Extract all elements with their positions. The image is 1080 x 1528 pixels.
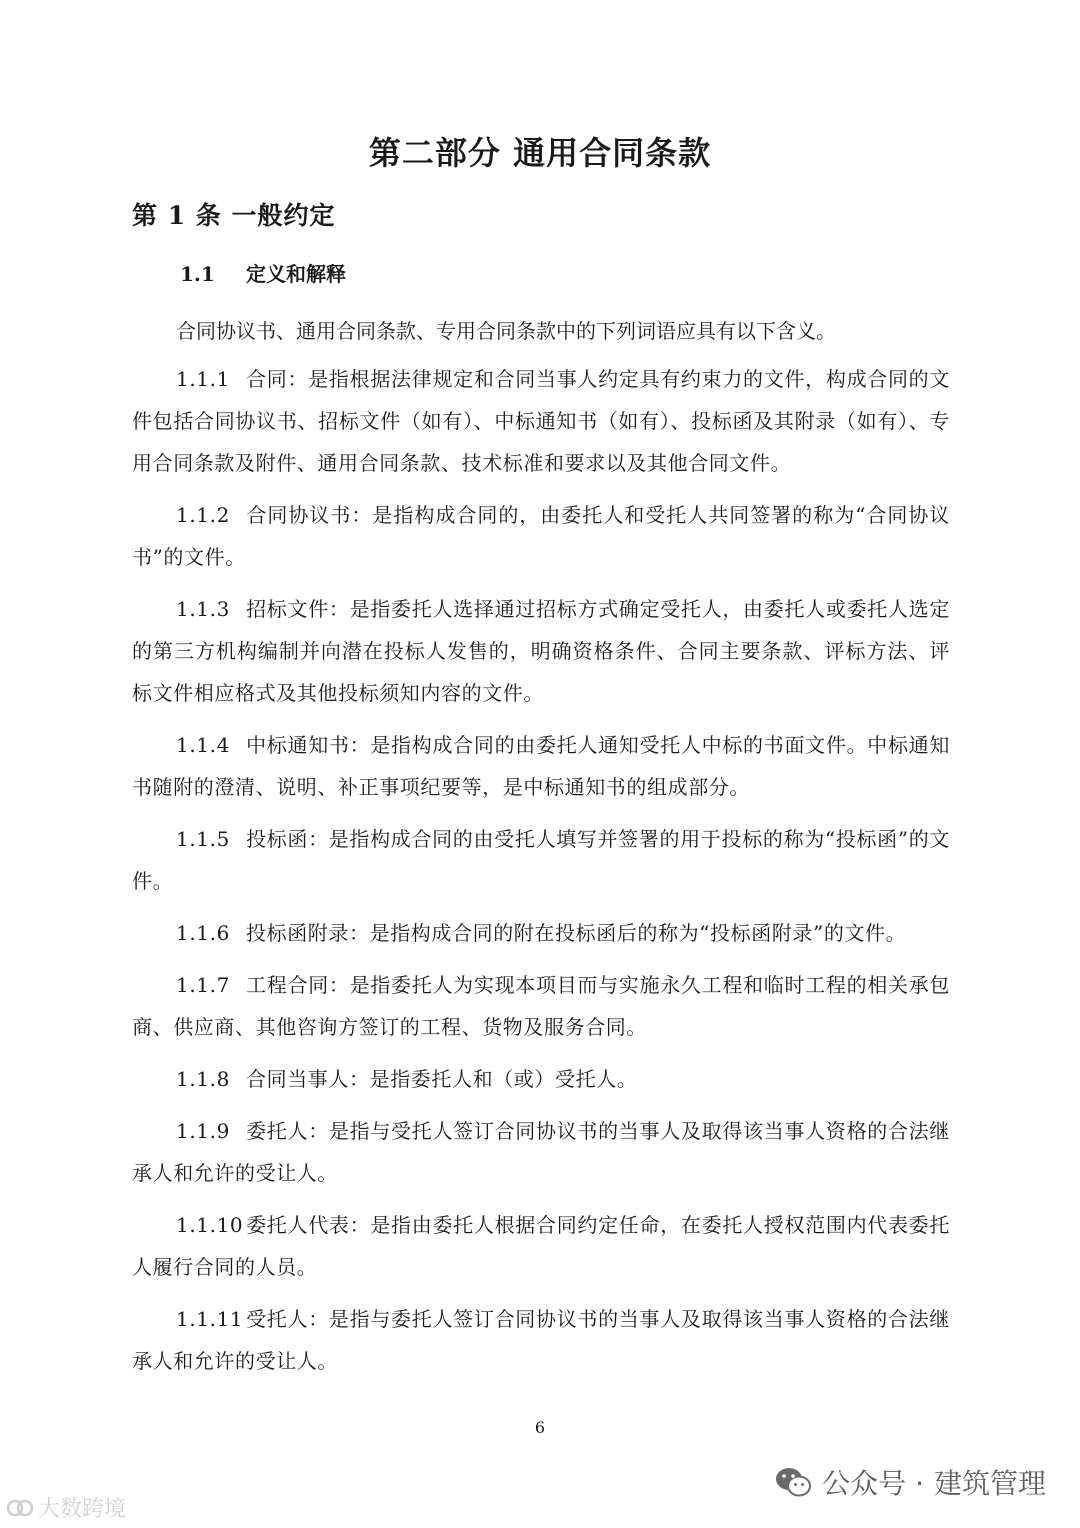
clause-number: 1.1.11	[176, 1307, 244, 1331]
watermark-right-name: 建筑管理	[933, 1467, 1046, 1500]
clause-1-1-3	[132, 588, 950, 714]
clause-1-1-1	[132, 358, 950, 484]
clause-1-1-5	[132, 818, 950, 902]
watermark-right	[774, 1462, 1046, 1502]
clause-text: 委托人代表：是指由委托人根据合同约定任命，在委托人授权范围内代表委托人履行合同的人员。	[132, 1213, 950, 1279]
clause-list	[132, 358, 950, 1392]
clause-1-1-4	[132, 724, 950, 808]
clause-text: 合同协议书：是指构成合同的，由委托人和受托人共同签署的称为“合同协议书”的文件。	[132, 503, 950, 569]
clause-text: 合同：是指根据法律规定和合同当事人约定具有约束力的文件，构成合同的文件包括合同协议书、招标文件（如有）、中标通知书（如有）、投标函及其附录（如有）、专用合同条款及附件、通用合同条款、技术标准和要求以及其他合同文件。	[132, 367, 950, 475]
clause-text: 投标函：是指构成合同的由受托人填写并签署的用于投标的称为“投标函”的文件。	[132, 827, 950, 893]
watermark-right-prefix: 公众号 ·	[822, 1467, 924, 1500]
clause-text: 工程合同：是指委托人为实现本项目而与实施永久工程和临时工程的相关承包商、供应商、其他咨询方签订的工程、货物及服务合同。	[132, 973, 950, 1039]
clause-number: 1.1.4	[176, 733, 230, 757]
clause-number: 1.1.8	[176, 1067, 230, 1091]
clause-number: 1.1.5	[176, 827, 230, 851]
brand-logo-icon	[6, 1495, 34, 1521]
section-heading	[180, 258, 346, 287]
clause-1-1-8	[132, 1058, 950, 1100]
clause-1-1-10	[132, 1204, 950, 1288]
wechat-icon	[774, 1466, 812, 1498]
clause-number: 1.1.10	[176, 1213, 244, 1237]
watermark-left	[6, 1492, 126, 1523]
section-number: 1.1	[180, 262, 215, 286]
intro-paragraph: 合同协议书、通用合同条款、专用合同条款中的下列词语应具有以下含义。	[176, 319, 836, 343]
section-title: 定义和解释	[246, 262, 346, 286]
clause-1-1-7	[132, 964, 950, 1048]
watermark-left-text: 大数跨境	[38, 1497, 127, 1522]
clause-1-1-2	[132, 494, 950, 578]
clause-number: 1.1.1	[176, 367, 230, 391]
clause-text: 中标通知书：是指构成合同的由委托人通知受托人中标的书面文件。中标通知书随附的澄清、说明、补正事项纪要等，是中标通知书的组成部分。	[132, 733, 950, 799]
clause-text: 合同当事人：是指委托人和（或）受托人。	[246, 1067, 638, 1091]
clause-number: 1.1.7	[176, 973, 230, 997]
clause-number: 1.1.6	[176, 921, 230, 945]
clause-1-1-6	[132, 912, 950, 954]
page-number: 6	[534, 1418, 546, 1437]
clause-text: 受托人：是指与委托人签订合同协议书的当事人及取得该当事人资格的合法继承人和允许的受让人。	[132, 1307, 950, 1373]
clause-1-1-9	[132, 1110, 950, 1194]
clause-text: 投标函附录：是指构成合同的附在投标函后的称为“投标函附录”的文件。	[246, 921, 907, 945]
clause-number: 1.1.3	[176, 597, 230, 621]
clause-1-1-11	[132, 1298, 950, 1382]
part-title: 第二部分 通用合同条款	[368, 134, 712, 172]
article-title: 第 1 条 一般约定	[132, 201, 336, 230]
clause-number: 1.1.2	[176, 503, 230, 527]
clause-text: 委托人：是指与受托人签订合同协议书的当事人及取得该当事人资格的合法继承人和允许的受让人。	[132, 1119, 950, 1185]
clause-text: 招标文件：是指委托人选择通过招标方式确定受托人，由委托人或委托人选定的第三方机构编制并向潜在投标人发售的，明确资格条件、合同主要条款、评标方法、评标文件相应格式及其他投标须知内容的文件。	[132, 597, 950, 705]
clause-number: 1.1.9	[176, 1119, 230, 1143]
